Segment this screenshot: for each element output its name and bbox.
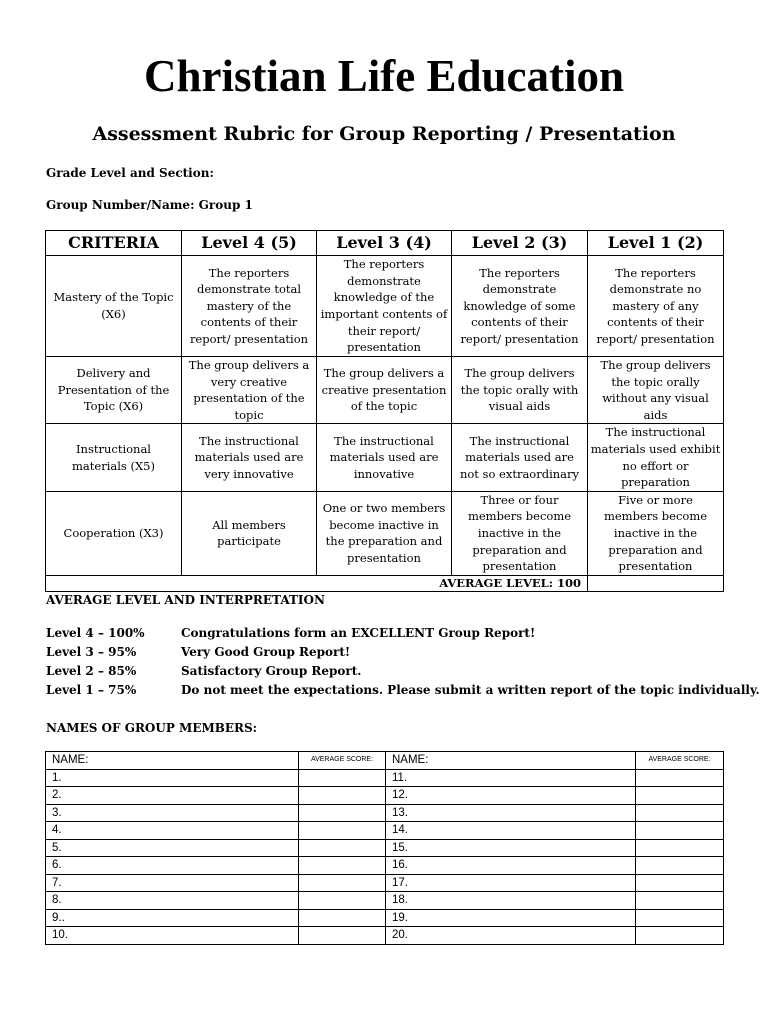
member-score-cell[interactable]	[299, 769, 386, 787]
interpretation-text: Satisfactory Group Report.	[181, 664, 362, 678]
interpretation-item	[46, 681, 760, 700]
interpretation-list	[46, 624, 760, 700]
member-name-cell[interactable]: 6.	[46, 857, 299, 875]
average-level-label: AVERAGE LEVEL: 100	[46, 575, 588, 591]
member-score-cell[interactable]	[299, 857, 386, 875]
interpretation-level: Level 1 – 75%	[46, 683, 137, 697]
member-score-cell[interactable]	[636, 857, 724, 875]
member-name-cell[interactable]: 17.	[386, 874, 636, 892]
member-score-cell[interactable]	[636, 804, 724, 822]
rubric-cell: Five or more members become inactive in the preparation and presentation	[588, 491, 724, 575]
member-name-cell[interactable]: 5.	[46, 839, 299, 857]
rubric-criteria: Delivery and Presentation of the Topic (X6)	[46, 357, 182, 424]
member-name-cell[interactable]: 8.	[46, 892, 299, 910]
rubric-cell: The reporters demonstrate no mastery of any contents of their report/ presentation	[588, 256, 724, 357]
rubric-header-criteria: CRITERIA	[46, 231, 182, 256]
member-name-cell[interactable]: 12.	[386, 787, 636, 805]
rubric-cell: The reporters demonstrate knowledge of some contents of their report/ presentation	[452, 256, 588, 357]
average-level-value[interactable]	[588, 575, 724, 591]
interpretation-text: Do not meet the expectations. Please submit a written report of the topic individually.	[181, 683, 760, 697]
member-row	[46, 909, 724, 927]
members-header-row	[46, 752, 724, 770]
rubric-criteria: Instructional materials (X5)	[46, 424, 182, 491]
rubric-row	[46, 256, 724, 357]
interpretation-level: Level 3 – 95%	[46, 645, 137, 659]
score-header-left: AVERAGE SCORE:	[299, 752, 386, 770]
group-field: Group Number/Name: Group 1	[46, 198, 253, 212]
interpretation-heading: AVERAGE LEVEL AND INTERPRETATION	[46, 593, 325, 607]
member-score-cell[interactable]	[636, 927, 724, 945]
rubric-row	[46, 357, 724, 424]
member-name-cell[interactable]: 9..	[46, 909, 299, 927]
rubric-header-level-3: Level 3 (4)	[317, 231, 452, 256]
rubric-row	[46, 491, 724, 575]
rubric-table	[45, 230, 724, 592]
rubric-criteria: Mastery of the Topic (X6)	[46, 256, 182, 357]
interpretation-level: Level 2 – 85%	[46, 664, 137, 678]
rubric-header-level-4: Level 4 (5)	[182, 231, 317, 256]
member-name-cell[interactable]: 15.	[386, 839, 636, 857]
member-score-cell[interactable]	[299, 804, 386, 822]
score-header-right: AVERAGE SCORE:	[636, 752, 724, 770]
member-score-cell[interactable]	[636, 909, 724, 927]
rubric-cell: Three or four members become inactive in the preparation and presentation	[452, 491, 588, 575]
rubric-cell: The instructional materials used exhibit no effort or preparation	[588, 424, 724, 491]
member-score-cell[interactable]	[636, 787, 724, 805]
member-score-cell[interactable]	[636, 822, 724, 840]
member-score-cell[interactable]	[636, 839, 724, 857]
member-row	[46, 857, 724, 875]
member-score-cell[interactable]	[299, 874, 386, 892]
rubric-cell: The group delivers the topic orally with visual aids	[452, 357, 588, 424]
member-score-cell[interactable]	[299, 927, 386, 945]
member-row	[46, 804, 724, 822]
interpretation-item	[46, 662, 746, 681]
member-name-cell[interactable]: 16.	[386, 857, 636, 875]
rubric-cell: The group delivers a very creative presentation of the topic	[182, 357, 317, 424]
member-row	[46, 787, 724, 805]
member-row	[46, 769, 724, 787]
rubric-cell: The reporters demonstrate total mastery of the contents of their report/ presentation	[182, 256, 317, 357]
member-score-cell[interactable]	[299, 892, 386, 910]
member-row	[46, 874, 724, 892]
rubric-row	[46, 424, 724, 491]
member-name-cell[interactable]: 11.	[386, 769, 636, 787]
rubric-cell: The instructional materials used are innovative	[317, 424, 452, 491]
rubric-cell: The group delivers the topic orally without any visual aids	[588, 357, 724, 424]
member-score-cell[interactable]	[636, 769, 724, 787]
member-score-cell[interactable]	[636, 892, 724, 910]
member-row	[46, 927, 724, 945]
member-name-cell[interactable]: 3.	[46, 804, 299, 822]
member-name-cell[interactable]: 7.	[46, 874, 299, 892]
member-name-cell[interactable]: 1.	[46, 769, 299, 787]
member-name-cell[interactable]: 19.	[386, 909, 636, 927]
interpretation-text: Congratulations form an EXCELLENT Group Report!	[181, 626, 536, 640]
interpretation-item	[46, 643, 746, 662]
member-name-cell[interactable]: 2.	[46, 787, 299, 805]
members-heading: NAMES OF GROUP MEMBERS:	[46, 721, 258, 735]
member-row	[46, 822, 724, 840]
member-row	[46, 892, 724, 910]
rubric-cell: The instructional materials used are very innovative	[182, 424, 317, 491]
member-name-cell[interactable]: 4.	[46, 822, 299, 840]
member-name-cell[interactable]: 14.	[386, 822, 636, 840]
rubric-header-row	[46, 231, 724, 256]
member-score-cell[interactable]	[299, 909, 386, 927]
member-score-cell[interactable]	[299, 787, 386, 805]
interpretation-text: Very Good Group Report!	[181, 645, 351, 659]
rubric-cell: The reporters demonstrate knowledge of the important contents of their report/ presentation	[317, 256, 452, 357]
rubric-cell: One or two members become inactive in the preparation and presentation	[317, 491, 452, 575]
name-header-right: NAME:	[386, 752, 636, 770]
interpretation-level: Level 4 – 100%	[46, 626, 145, 640]
member-score-cell[interactable]	[299, 839, 386, 857]
rubric-average-row	[46, 575, 724, 591]
grade-level-field: Grade Level and Section:	[46, 166, 214, 180]
page-title: Christian Life Education	[143, 51, 625, 101]
interpretation-item	[46, 624, 746, 643]
rubric-cell: The group delivers a creative presentation of the topic	[317, 357, 452, 424]
rubric-header-level-1: Level 1 (2)	[588, 231, 724, 256]
member-score-cell[interactable]	[636, 874, 724, 892]
members-table	[45, 751, 724, 945]
name-header-left: NAME:	[46, 752, 299, 770]
member-name-cell[interactable]: 10.	[46, 927, 299, 945]
rubric-criteria: Cooperation (X3)	[46, 491, 182, 575]
member-name-cell[interactable]: 13.	[386, 804, 636, 822]
member-name-cell[interactable]: 18.	[386, 892, 636, 910]
member-row	[46, 839, 724, 857]
page-subtitle: Assessment Rubric for Group Reporting / Presentation	[92, 123, 676, 145]
rubric-cell: The instructional materials used are not so extraordinary	[452, 424, 588, 491]
member-score-cell[interactable]	[299, 822, 386, 840]
member-name-cell[interactable]: 20.	[386, 927, 636, 945]
rubric-header-level-2: Level 2 (3)	[452, 231, 588, 256]
rubric-cell: All members participate	[182, 491, 317, 575]
